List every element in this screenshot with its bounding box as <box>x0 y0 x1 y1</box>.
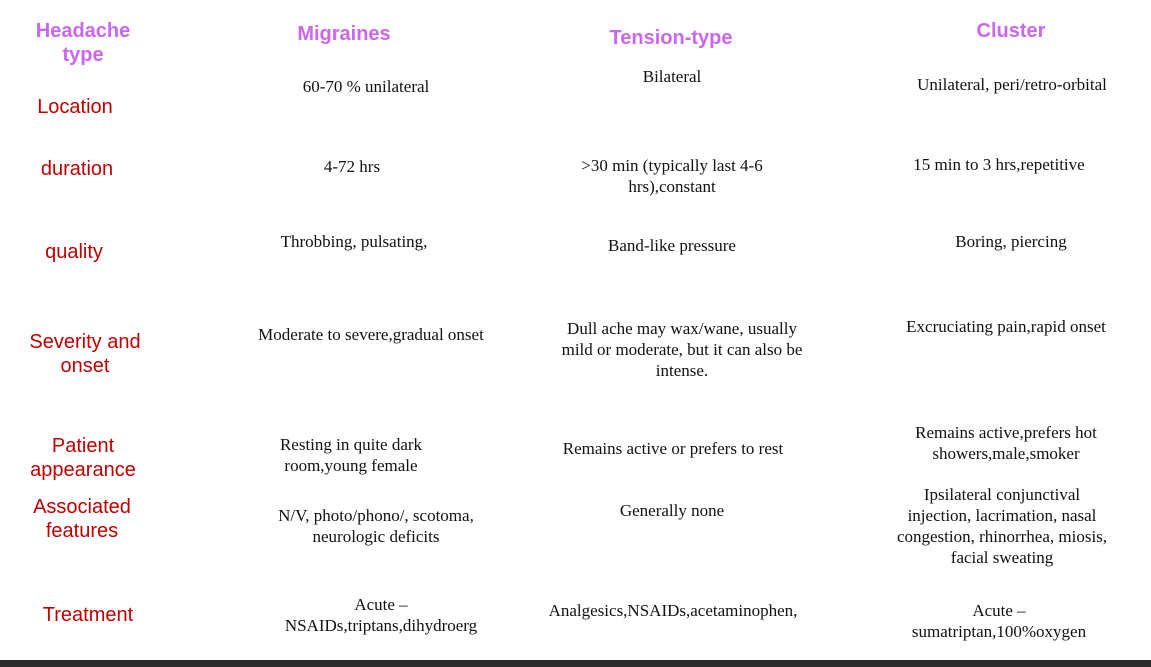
cell-appearance-migraine: Resting in quite dark room,young female <box>279 435 423 475</box>
row-label-treatment: Treatment <box>42 604 134 626</box>
cell-duration-cluster: 15 min to 3 hrs,repetitive <box>913 155 1085 174</box>
row-label-severity-and-onset: Severity and onset <box>29 331 141 377</box>
header-tension-type: Tension-type <box>609 27 733 49</box>
cell-quality-cluster: Boring, piercing <box>955 232 1067 251</box>
row-label-location: Location <box>37 96 113 118</box>
row-label-patient-appearance: Patient appearance <box>30 435 136 481</box>
header-headache-type: Headache type <box>35 20 131 66</box>
cell-features-migraine: N/V, photo/phono/, scotoma, neurologic deficits <box>278 506 474 546</box>
row-label-quality: quality <box>45 241 103 263</box>
cell-appearance-cluster: Remains active,prefers hot showers,male,smoker <box>915 423 1097 463</box>
cell-severity-migraine: Moderate to severe,gradual onset <box>258 325 484 344</box>
cell-appearance-tension: Remains active or prefers to rest <box>562 439 784 458</box>
cell-location-tension: Bilateral <box>642 67 702 86</box>
cell-duration-migraine: 4-72 hrs <box>323 157 381 176</box>
cell-quality-tension: Band-like pressure <box>608 236 736 255</box>
cell-severity-cluster: Excruciating pain,rapid onset <box>906 317 1106 336</box>
cell-treatment-cluster: Acute – sumatriptan,100%oxygen <box>911 601 1087 641</box>
bottom-bar <box>0 660 1151 667</box>
cell-treatment-migraine: Acute – NSAIDs,triptans,dihydroerg <box>284 595 478 635</box>
cell-features-tension: Generally none <box>619 501 725 520</box>
cell-location-migraine: 60-70 % unilateral <box>302 77 430 96</box>
row-label-duration: duration <box>40 158 114 180</box>
cell-treatment-tension: Analgesics,NSAIDs,acetaminophen, <box>548 601 798 620</box>
header-cluster: Cluster <box>976 20 1046 42</box>
cell-location-cluster: Unilateral, peri/retro-orbital <box>917 75 1107 94</box>
cell-severity-tension: Dull ache may wax/wane, usually mild or moderate, but it can also be intense. <box>561 319 803 380</box>
cell-duration-tension: >30 min (typically last 4-6 hrs),constant <box>581 156 763 196</box>
header-migraines: Migraines <box>297 23 391 45</box>
cell-features-cluster: Ipsilateral conjunctival injection, lacrimation, nasal congestion, rhinorrhea, miosis, facial sweating <box>896 485 1108 567</box>
cell-quality-migraine: Throbbing, pulsating, <box>280 232 428 251</box>
row-label-associated-features: Associated features <box>33 496 131 542</box>
